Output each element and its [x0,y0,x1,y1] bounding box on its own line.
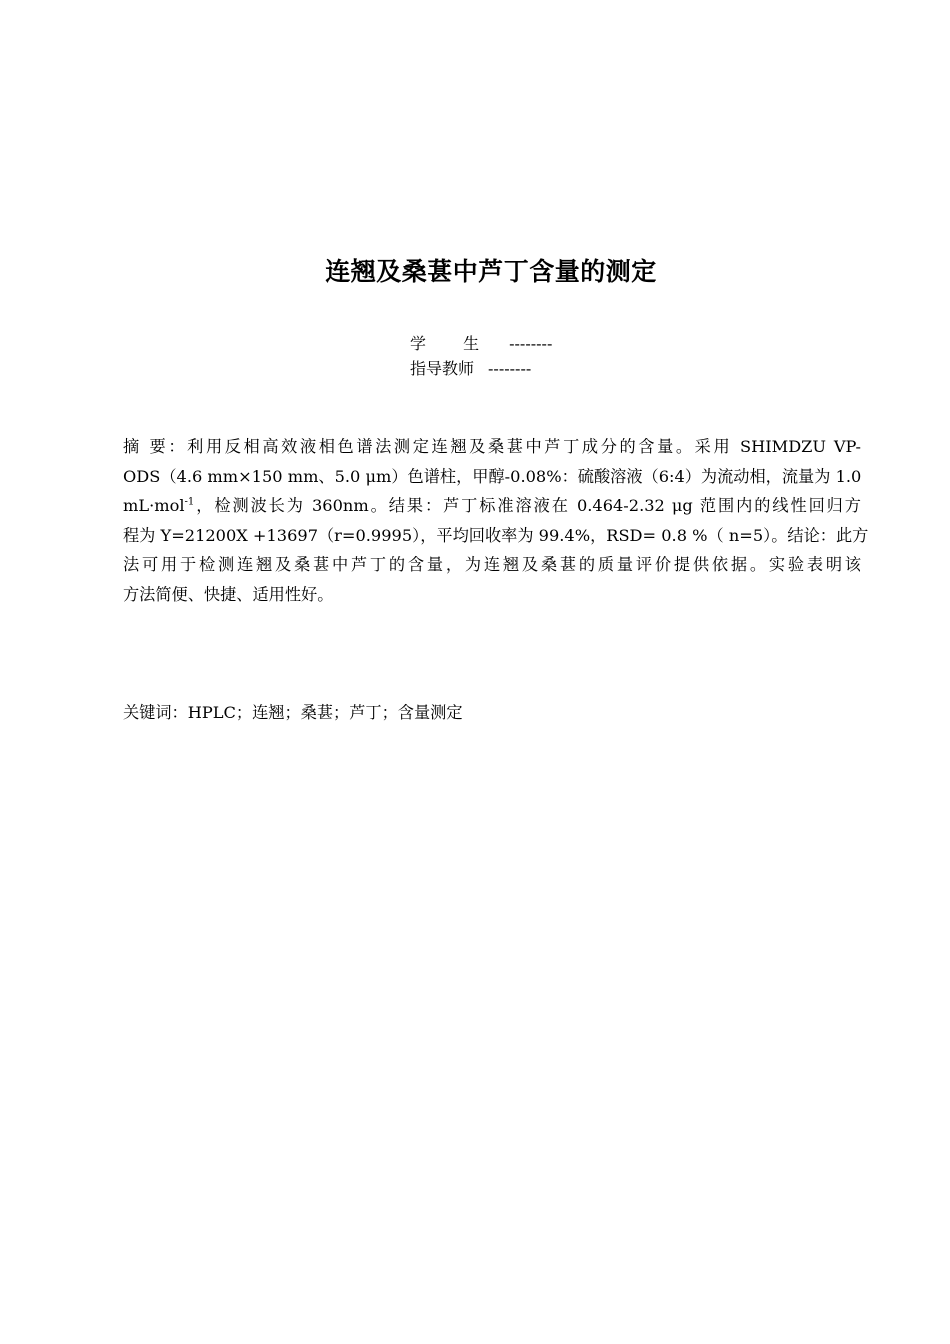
document-title: 连翘及桑葚中芦丁含量的测定 [325,257,657,286]
abstract [123,432,869,609]
abstract-line: ODS（4.6 mm×150 mm、5.0 μm）色谱柱，甲醇-0.08%：硫酸溶液（6:4）为流动相，流量为 1.0 [123,466,862,486]
advisor-value: -------- [488,359,532,378]
advisor-line [410,359,531,379]
abstract-line [123,491,861,521]
abstract-text: 利用反相高效液相色谱法测定连翘及桑葚中芦丁成分的含量。采用 SHIMDZU VP- [187,437,861,456]
keywords-label: 关键词： [123,703,188,722]
abstract-line [123,432,861,462]
abstract-line: 法可用于检测连翘及桑葚中芦丁的含量，为连翘及桑葚的质量评价提供依据。实验表明该 [123,555,861,574]
abstract-text: ，检测波长为 360nm。结果：芦丁标准溶液在 0.464-2.32 μg 范围内的线性回归方 [194,496,861,515]
abstract-unit-exponent: -1 [184,496,195,508]
abstract-line: 程为 Y=21200X +13697（r=0.9995），平均回收率为 99.4%，RSD= 0.8 %（ n=5）。结论：此方 [123,525,869,545]
student-value: -------- [509,334,553,353]
abstract-unit: mL·mol [123,496,185,515]
keywords-value: HPLC；连翘；桑葚；芦丁；含量测定 [187,703,463,722]
keywords [123,701,463,725]
advisor-label: 指导教师 [410,359,475,378]
student-line [410,334,552,354]
abstract-line: 方法简便、快捷、适用性好。 [123,584,334,604]
abstract-label: 摘 要： [123,437,188,456]
student-label: 学 生 [410,334,496,353]
